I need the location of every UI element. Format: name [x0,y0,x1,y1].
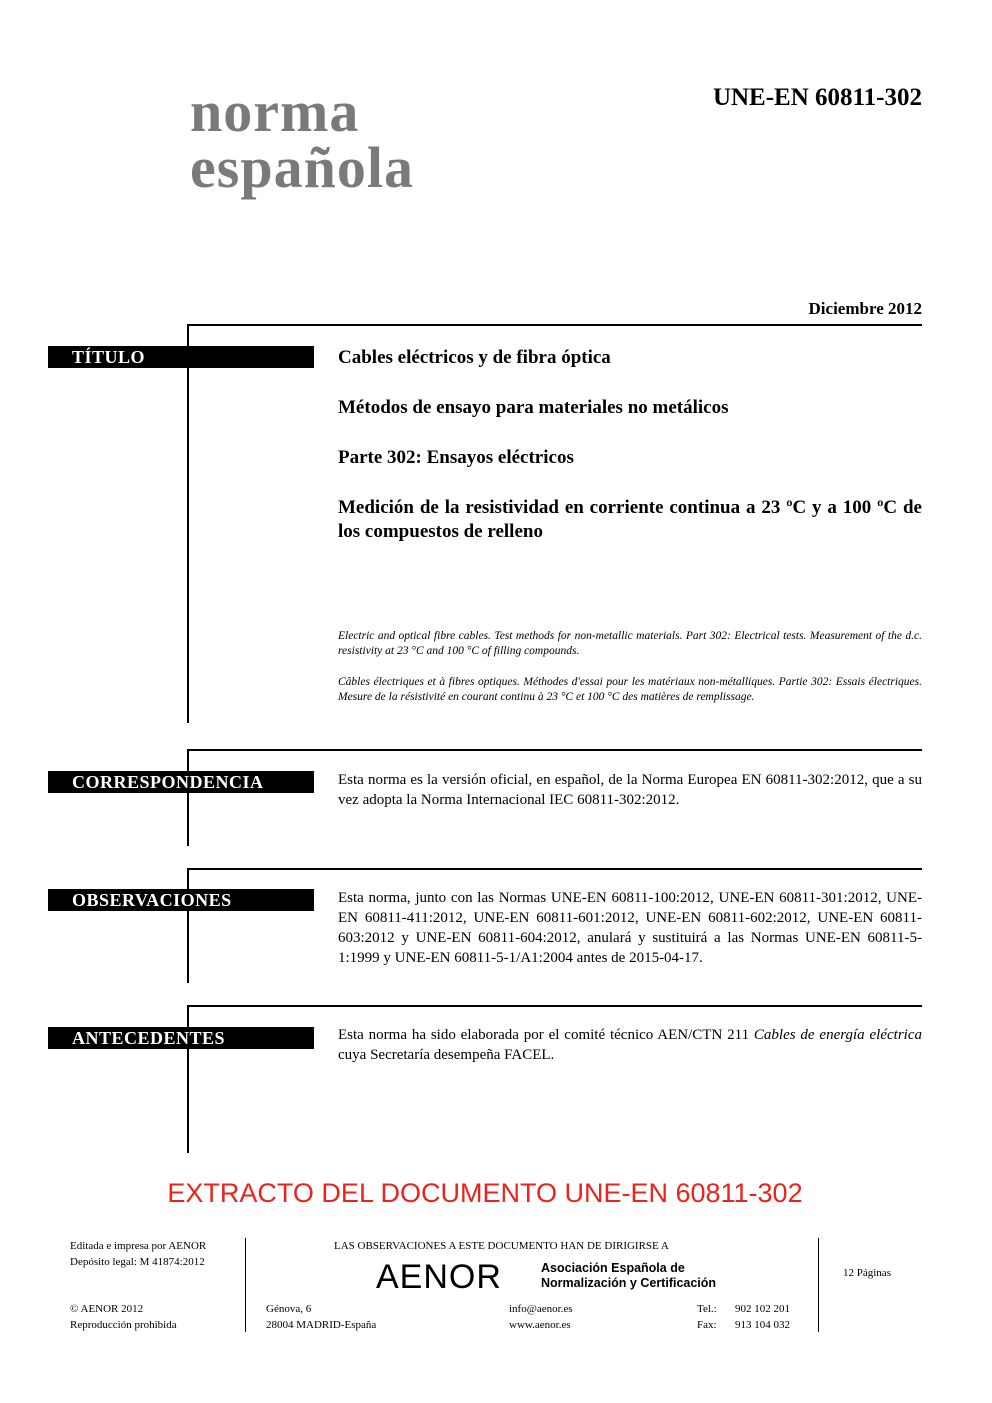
footer-fax-label: Fax: [697,1319,717,1331]
label-titulo: TÍTULO [48,346,314,368]
aenor-logo-wordmark: AENOR [376,1258,502,1296]
observaciones-text: Esta norma, junto con las Normas UNE-EN 60811-100:2012, UNE-EN 60811-301:2012, UNE-EN 60811-411:2012, UNE-EN 60811-601:2012, UNE-EN 60811-602:2012, UNE-EN 60811-603:2012 y UNE-EN 60811-604:2012, anulará y sustituirá a las Normas UNE-EN 60811-5-1:1999 y UNE-EN 60811-5-1/A1:2004 antes de 2015-04-17. [338,890,922,966]
aenor-association [541,1261,716,1291]
committee-name: Cables de energía eléctrica [753,1027,922,1043]
footer-web[interactable]: www.aenor.es [509,1319,571,1331]
footer-email[interactable]: info@aenor.es [509,1303,573,1315]
extract-banner: EXTRACTO DEL DOCUMENTO UNE-EN 60811-302 [167,1178,803,1208]
footer-pages: 12 Páginas [843,1267,891,1279]
footer-reproduccion: Reproducción prohibida [70,1319,177,1331]
label-antecedentes: ANTECEDENTES [48,1027,314,1049]
footer-tel-label: Tel.: [697,1303,717,1315]
footer-address [266,1301,376,1333]
correspondencia-text: Esta norma es la versión oficial, en español, de la Norma Europea EN 60811-302:2012, que a su vez adopta la Norma Internacional IEC 60811-302:2012. [338,772,922,808]
section-divider-titulo [187,324,922,326]
footer-divider-right [818,1238,819,1332]
aenor-assoc-line-2: Normalización y Certificación [541,1276,717,1290]
antecedentes-text-end: cuya Secretaría desempeña FACEL. [338,1047,555,1063]
section-rule-correspondencia [187,749,189,846]
footer-deposito: Depósito legal: M 41874:2012 [70,1256,205,1268]
section-divider-correspondencia [187,749,922,751]
title-line-1: Cables eléctricos y de fibra óptica [338,347,611,368]
brand-title [190,79,414,200]
footer-phone-labels [697,1301,717,1333]
footer-tel: 902 102 201 [735,1303,790,1315]
brand-line-2: española [190,135,414,200]
antecedentes-text [338,1025,922,1065]
standard-code: UNE-EN 60811-302 [712,84,922,111]
section-divider-antecedentes [187,1005,922,1007]
title-line-2: Métodos de ensayo para materiales no metálicos [338,397,729,418]
footer-address-2: 28004 MADRID-España [266,1319,377,1331]
label-observaciones: OBSERVACIONES [48,889,314,911]
footer-copyright: © AENOR 2012 [70,1303,144,1315]
footer-contact [509,1301,573,1333]
publication-date: Diciembre 2012 [808,299,922,318]
title-line-3: Parte 302: Ensayos eléctricos [338,447,574,468]
footer-edited: Editada e impresa por AENOR [70,1240,207,1252]
footer-address-1: Génova, 6 [266,1303,312,1315]
title-french: Câbles électriques et à fibres optiques. Méthodes d'essai pour les matériaux non-métalliques. Partie 302: Essais électriques. Mesure de la résistivité en courant continu à 23 °C et 100 °C des matières de remplissage. [338,676,922,703]
label-correspondencia: CORRESPONDENCIA [48,771,314,793]
section-divider-observaciones [187,868,922,870]
title-line-4: Medición de la resistividad en corriente continua a 23 ºC y a 100 ºC de los compuestos de relleno [338,497,922,542]
footer-phone-values [735,1301,790,1333]
aenor-assoc-line-1: Asociación Española de [541,1261,685,1275]
title-english: Electric and optical fibre cables. Test methods for non-metallic materials. Part 302: Electrical tests. Measurement of the d.c. resistivity at 23 °C and 100 °C of filling compounds. [338,630,922,657]
footer-fax: 913 104 032 [735,1319,790,1331]
footer-copyright-block [70,1301,177,1333]
brand-line-1: norma [190,79,360,144]
footer-edition [70,1238,206,1270]
antecedentes-text-start: Esta norma ha sido elaborada por el comité técnico AEN/CTN 211 [338,1027,754,1043]
footer-notice: LAS OBSERVACIONES A ESTE DOCUMENTO HAN DE DIRIGIRSE A [334,1240,669,1252]
section-rule-observaciones [187,868,189,983]
footer-divider-left [245,1238,246,1332]
section-rule-titulo [187,324,189,723]
